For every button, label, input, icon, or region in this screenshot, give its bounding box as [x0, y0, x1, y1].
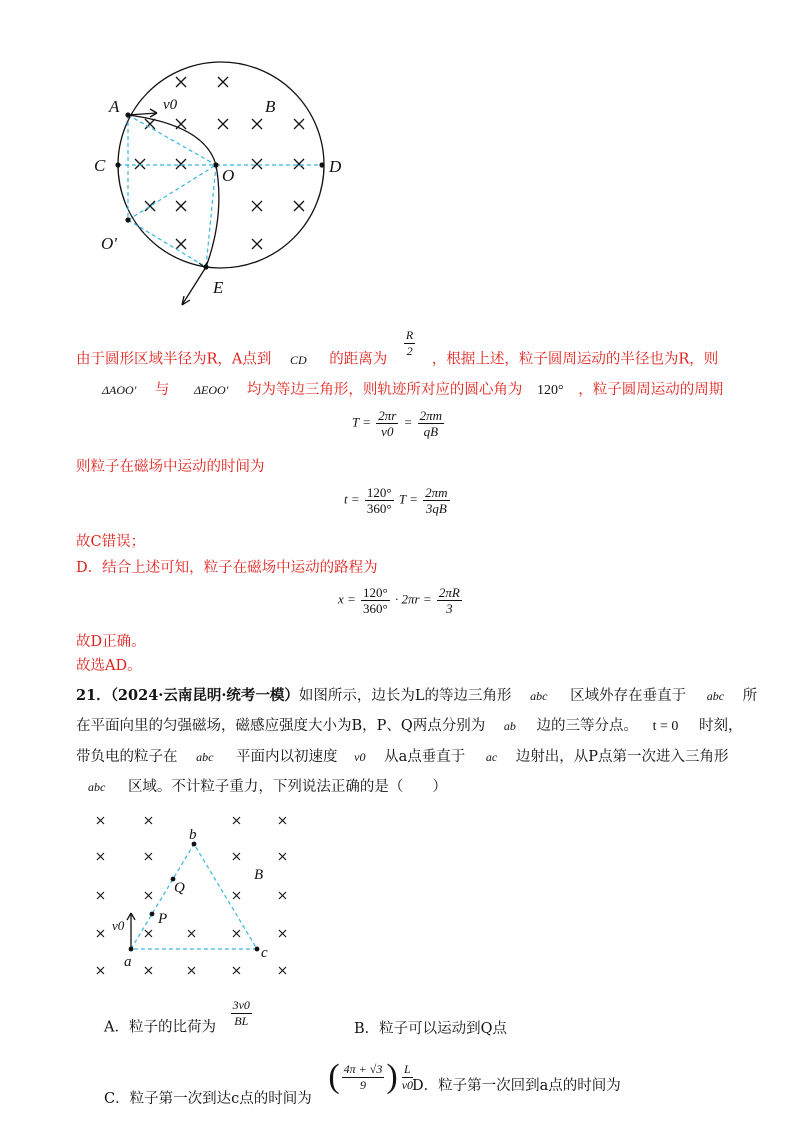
magnetic-field-crosses	[135, 77, 304, 249]
particle-trajectory	[128, 115, 219, 267]
option-D[interactable]: D．粒子第一次回到a点的时间为	[412, 1078, 621, 1094]
figure-circle-field	[85, 35, 360, 330]
solution-line-1	[76, 328, 719, 375]
symbol-t0: t = 0	[652, 719, 679, 734]
question-line-3	[76, 747, 729, 767]
figure-triangle-field	[90, 810, 305, 985]
symbol-triangle-eoo: ΔEOO'	[194, 383, 229, 397]
label-v0: v0	[112, 918, 125, 933]
symbol-angle-120: 120°	[537, 383, 564, 398]
option-A-label: A．粒子的比荷为	[104, 1019, 216, 1036]
time-intro: 则粒子在磁场中运动的时间为	[76, 459, 265, 475]
equation-period: T = $\frac{2\pi r}{v0}$ = $\frac{2\pi m}{qB}$	[352, 408, 443, 439]
symbol-triangle-aoo: ΔAOO'	[102, 383, 137, 397]
equation-path: x = $\frac{120^\circ}{360^\circ}$ · 2πr = $\frac{2\pi R}{3}$	[338, 585, 460, 616]
label-C: C	[94, 156, 106, 175]
label-D: D	[329, 157, 342, 176]
question-text: 边的三等分点。	[536, 718, 639, 734]
d-intro: D．结合上述可知，粒子在磁场中运动的路程为	[76, 560, 378, 576]
question-text: 如图所示，边长为L的等边三角形	[298, 688, 512, 704]
option-B[interactable]: B．粒子可以运动到Q点	[354, 1021, 508, 1037]
label-A: A	[109, 97, 120, 116]
label-B-field: B	[254, 867, 264, 883]
option-A[interactable]	[104, 998, 254, 1043]
question-line-2	[76, 716, 743, 737]
question-text: 边射出，从P点第一次进入三角形	[515, 749, 729, 765]
question-source: （2024·云南昆明·统考一模）	[110, 687, 299, 704]
label-v0: v0	[163, 97, 178, 113]
question-text: 平面内以初速度	[236, 749, 338, 765]
symbol-abc: abc	[706, 689, 725, 703]
option-C[interactable]	[104, 1058, 417, 1110]
option-C-label: C．粒子第一次到达c点的时间为	[104, 1091, 312, 1107]
question-text: 时刻，	[699, 718, 743, 734]
question-line-1	[76, 686, 757, 706]
solution-text: 与	[154, 382, 170, 398]
question-text: 在平面向里的匀强磁场，磁感应强度大小为B，P、Q两点分别为	[76, 718, 486, 734]
solution-text: 均为等边三角形，则轨迹所对应的圆心角为	[246, 382, 523, 398]
question-text: 从a点垂直于	[384, 749, 466, 765]
solution-text: ，根据上述，粒子圆周运动的半径也为R，则	[431, 351, 719, 368]
fraction-r-over-2: $\frac{R}{2}$	[405, 328, 414, 358]
symbol-abc: abc	[88, 780, 106, 794]
question-number: 21．	[76, 687, 111, 704]
symbol-abc: abc	[530, 689, 548, 703]
question-text: 区域外存在垂直于	[570, 688, 687, 704]
symbol-ac: ac	[485, 750, 498, 764]
label-O-prime: O'	[101, 234, 117, 253]
question-text: 所	[742, 688, 758, 704]
label-E: E	[213, 278, 224, 297]
label-B: B	[265, 97, 276, 116]
label-a: a	[124, 954, 132, 970]
equation-time: t = $\frac{120^\circ}{360^\circ}$ T = $\frac{2\pi m}{3qB}$	[344, 485, 448, 516]
label-c: c	[261, 945, 268, 961]
symbol-cd: CD	[290, 352, 307, 367]
symbol-ab: ab	[503, 719, 516, 733]
construction-lines	[118, 115, 322, 267]
solution-text: ，粒子圆周运动的周期	[578, 382, 724, 398]
label-b: b	[189, 827, 197, 843]
symbol-v0: v0	[354, 750, 366, 764]
label-P: P	[158, 911, 168, 927]
question-text: 带负电的粒子在	[76, 749, 178, 765]
label-O: O	[222, 166, 235, 185]
option-A-fraction: $\frac{3v0}{BL}$	[232, 998, 250, 1028]
question-line-4	[76, 777, 447, 797]
d-correct: 故D正确。	[76, 634, 146, 650]
solution-line-2	[76, 380, 723, 401]
label-Q: Q	[174, 880, 185, 896]
question-text: 区域。不计粒子重力，下列说法正确的是（ ）	[127, 779, 447, 795]
solution-text: 的距离为	[329, 351, 388, 368]
symbol-abc: abc	[196, 750, 214, 764]
option-C-expression: ( $\frac{4\pi + √3}{9}$ ) $\frac{L}{v0}$	[328, 1058, 414, 1095]
c-wrong: 故C错误；	[76, 534, 146, 550]
solution-text: 由于圆形区域半径为R，A点到	[76, 351, 272, 368]
final-answer: 故选AD。	[76, 658, 142, 674]
